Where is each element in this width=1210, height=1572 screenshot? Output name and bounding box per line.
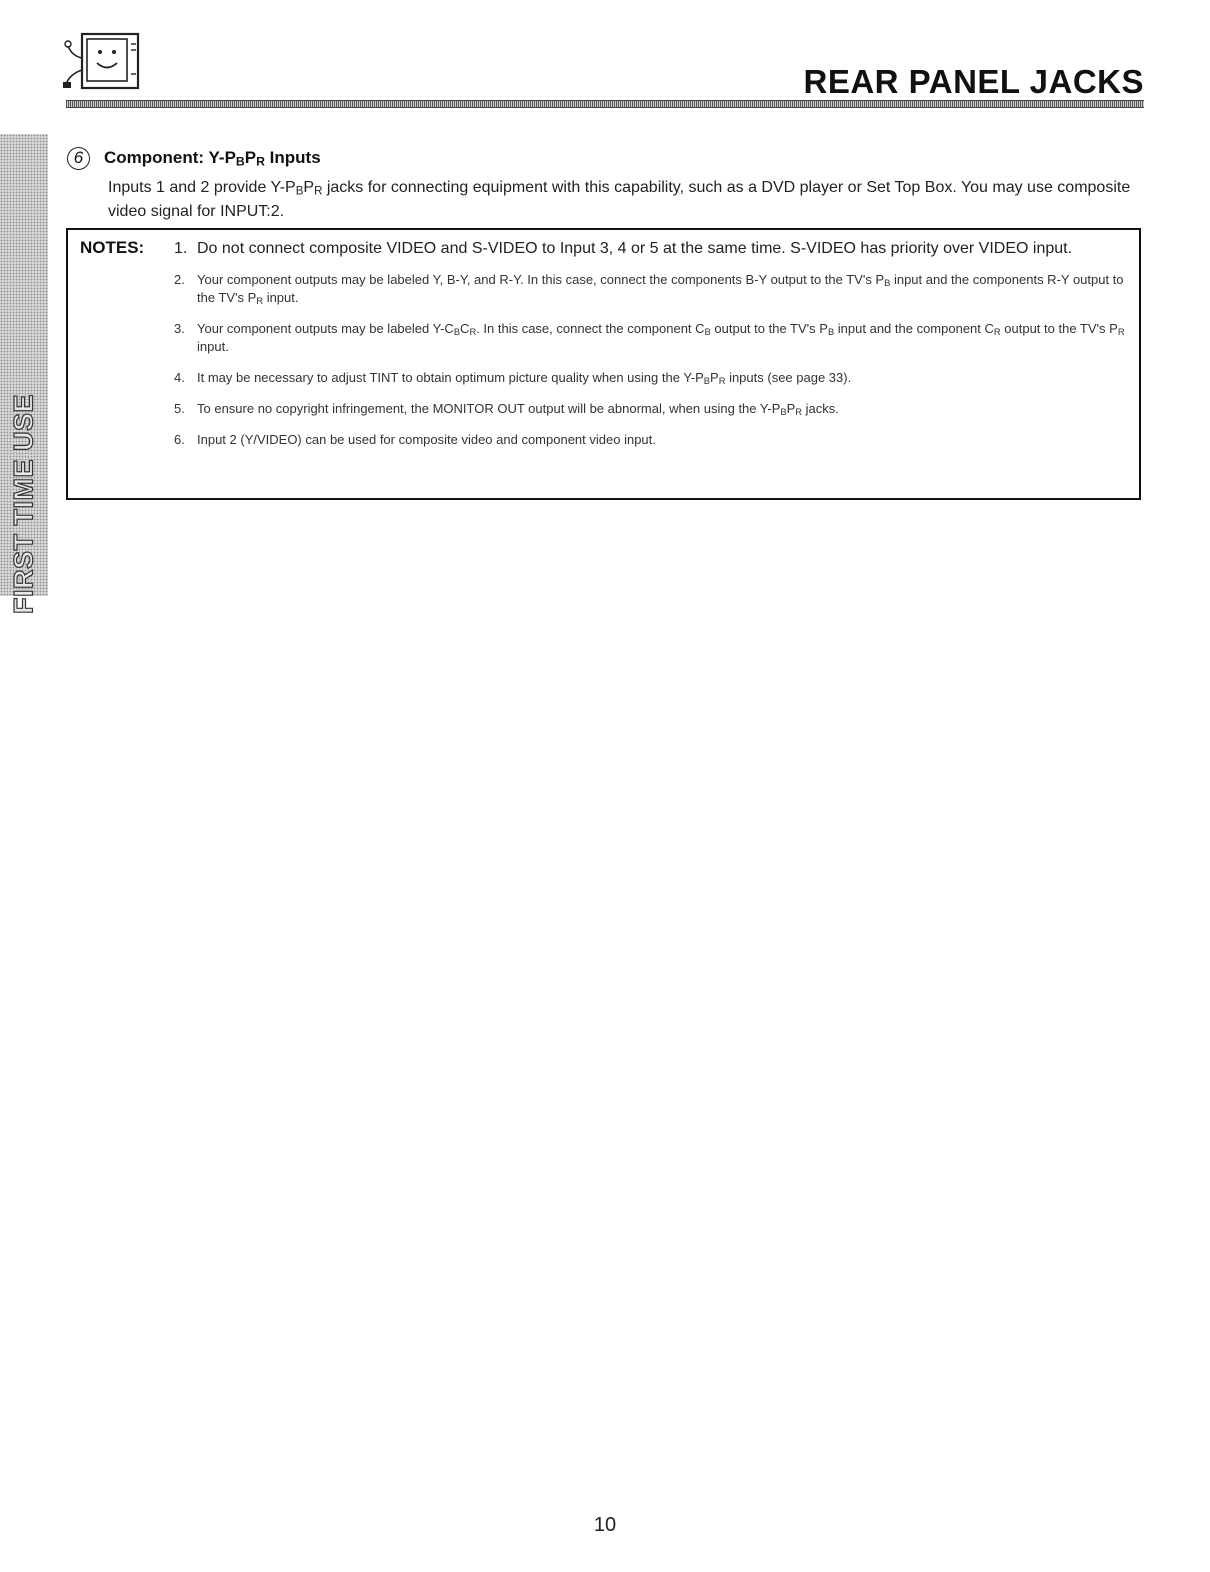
- note-item: 1. Do not connect composite VIDEO and S-VIDEO to Input 3, 4 or 5 at the same time. S-VIDEO has priority over VIDEO input.: [174, 240, 1073, 257]
- section-title: Component: $Y-P_BP_R$ Inputs: [104, 148, 321, 169]
- notes-label: NOTES:: [80, 238, 145, 257]
- section-heading: [66, 142, 1156, 174]
- notes-box: [66, 228, 1141, 500]
- component-inputs-section: [66, 142, 1156, 224]
- tv-mascot-icon: [60, 30, 144, 94]
- page-title: REAR PANEL JACKS: [803, 63, 1144, 100]
- note-item: 6. Input 2 (Y/VIDEO) can be used for composite video and component video input.: [174, 432, 656, 447]
- section-body: Inputs 1 and 2 provide $Y-P_BP_R$ jacks for connecting equipment with this capability, such as a DVD player or Set Top Box. You may use composite video signal for INPUT:2.: [108, 179, 1131, 220]
- page-number: 10: [593, 1514, 617, 1536]
- item-number-badge: 6: [67, 147, 90, 170]
- note-item: 5. To ensure no copyright infringement, the MONITOR OUT output will be abnormal, when using the $Y-P_BP_R$ jacks.: [174, 401, 839, 418]
- header-rule: [66, 100, 1144, 108]
- side-tab: [0, 134, 48, 615]
- notes-list: [174, 239, 1125, 462]
- note-item: 2. Your component outputs may be labeled Y, B-Y, and R-Y. In this case, connect the components B-Y output to the TV's $P_B$ input and the components R-Y output to the TV's $P_R$ input.: [174, 272, 1124, 307]
- note-item: 3. Your component outputs may be labeled $Y-C_BC_R$. In this case, connect the component $C_B$ output to the TV's $P_B$ input and the component $C_R$ output to the TV's $P_R$ input.: [174, 321, 1125, 354]
- side-tab-label: FIRST TIME USE: [8, 393, 39, 615]
- note-item: 4. It may be necessary to adjust TINT to obtain optimum picture quality when using the $Y-P_BP_R$ inputs (see page 33).: [174, 370, 852, 387]
